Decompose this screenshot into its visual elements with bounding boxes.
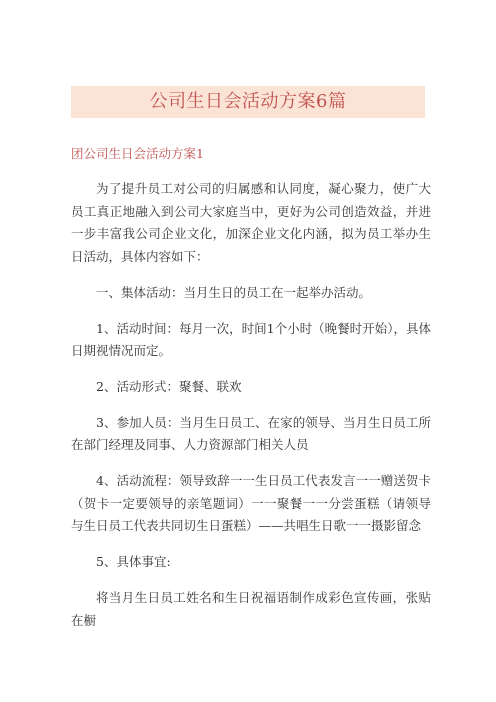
section-heading: 团公司生日会活动方案1 (71, 146, 204, 161)
title-banner (71, 86, 425, 118)
paragraph-participants: 3、参加人员：当月生日员工、在家的领导、当月生日员工所在部门经理及同事、人力资源部门相关人员 (71, 414, 431, 453)
document-body (71, 178, 431, 645)
paragraph-collective-activity: 一、集体活动：当月生日的员工在一起举办活动。 (96, 284, 372, 300)
paragraph-activity-flow: 4、活动流程：领导致辞一一生日员工代表发言一一赠送贺卡（贺卡一定要领导的亲笔题词）一一聚餐一一分尝蛋糕（请领导与生日员工代表共同切生日蛋糕）——共唱生日歌一一摄影留念 (71, 473, 431, 534)
paragraph-activity-time: 1、活动时间：每月一次，时间1个小时（晚餐时开始），具体日期视情况而定。 (71, 320, 431, 359)
document-title: 公司生日会活动方案6篇 (149, 91, 347, 112)
paragraph-poster: 将当月生日员工姓名和生日祝福语制作成彩色宣传画，张贴在橱 (71, 589, 431, 628)
paragraph-details: 5、具体事宜: (96, 554, 171, 570)
paragraph-activity-form: 2、活动形式：聚餐、联欢 (96, 378, 242, 394)
paragraph-intro: 为了提升员工对公司的归属感和认同度，凝心聚力，使广大员工真正地融入到公司大家庭当中，更好为公司创造效益，并进一步丰富我公司企业文化，加深企业文化内涵，拟为员工举办生日活动，具体内容如下： (71, 181, 431, 265)
